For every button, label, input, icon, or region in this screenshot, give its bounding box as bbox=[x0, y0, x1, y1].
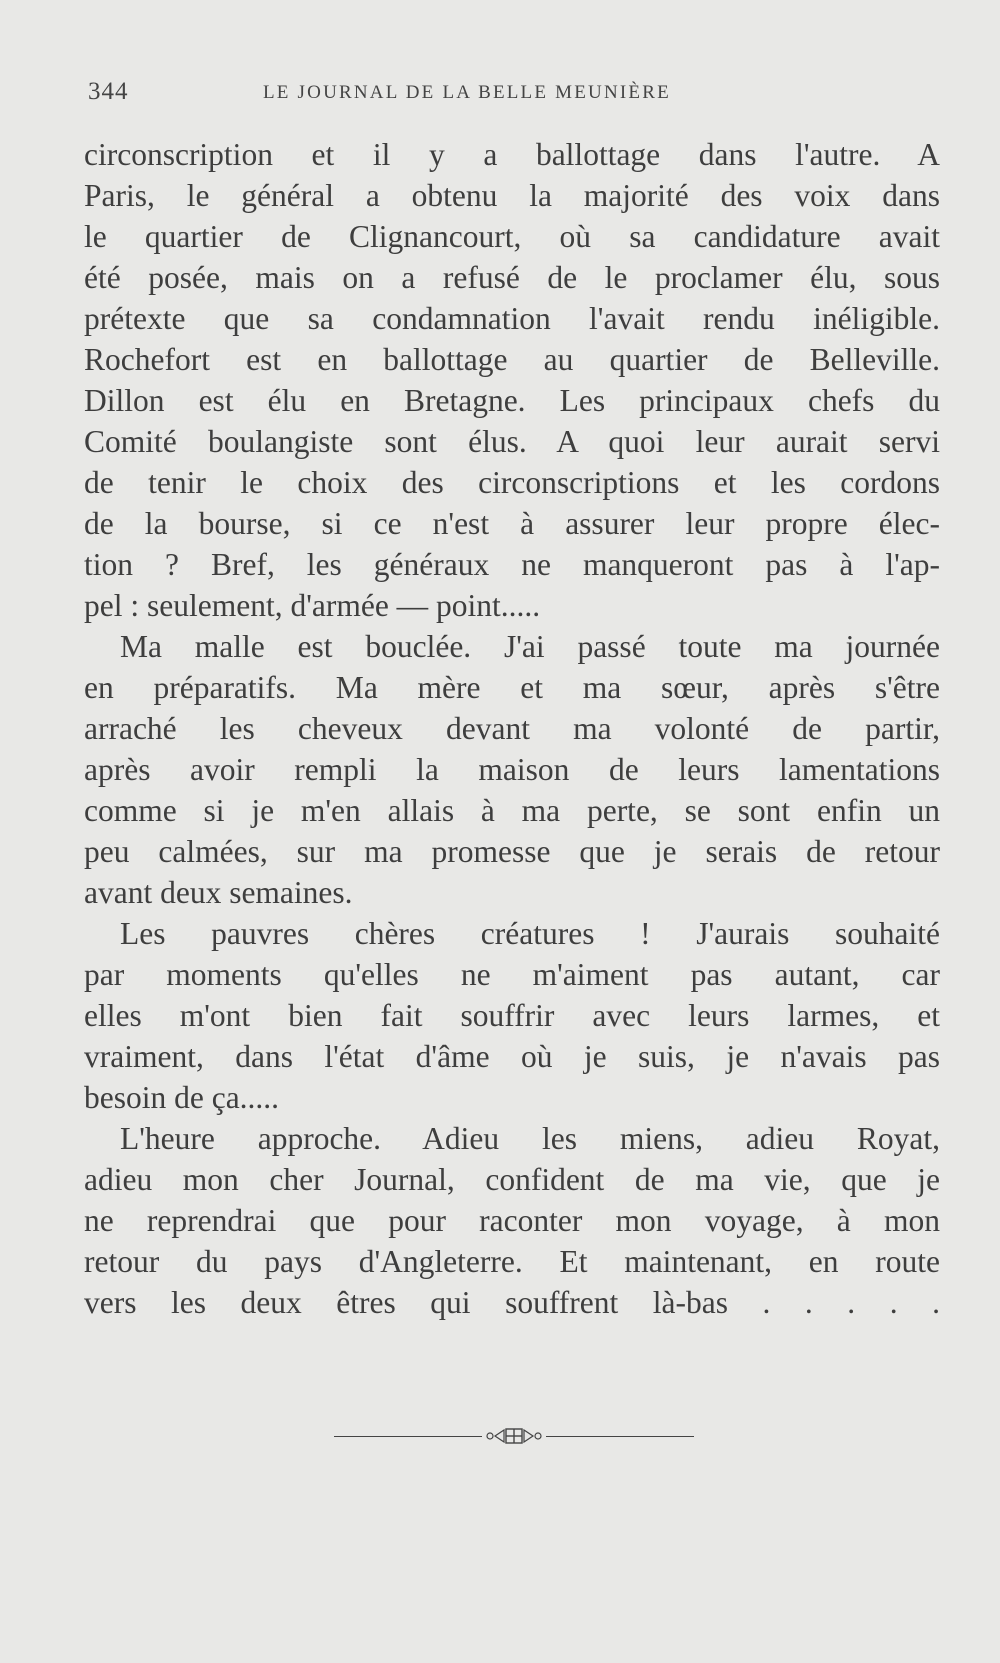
ornament-rule-left bbox=[334, 1436, 482, 1437]
text-line: vers les deux êtres qui souffrent là-bas . . . . . bbox=[84, 1285, 940, 1320]
running-title: LE JOURNAL DE LA BELLE MEUNIÈRE bbox=[263, 82, 671, 103]
text-line: Les pauvres chères créatures ! J'aurais souhaité bbox=[120, 916, 940, 951]
text-line: Paris, le général a obtenu la majorité des voix dans bbox=[84, 178, 940, 213]
text-line: été posée, mais on a refusé de le proclamer élu, sous bbox=[84, 260, 940, 295]
text-line: adieu mon cher Journal, confident de ma vie, que je bbox=[84, 1162, 940, 1197]
fleuron-icon bbox=[482, 1424, 546, 1448]
text-line: peu calmées, sur ma promesse que je serais de retour bbox=[84, 834, 940, 869]
text-line: arraché les cheveux devant ma volonté de partir, bbox=[84, 711, 940, 746]
end-ornament bbox=[334, 1424, 694, 1448]
text-line: après avoir rempli la maison de leurs lamentations bbox=[84, 752, 940, 787]
text-line: pel : seulement, d'armée — point..... bbox=[84, 588, 541, 623]
text-line: par moments qu'elles ne m'aiment pas autant, car bbox=[84, 957, 940, 992]
text-line: tion ? Bref, les généraux ne manqueront pas à l'ap- bbox=[84, 547, 940, 582]
text-line: ne reprendrai que pour raconter mon voyage, à mon bbox=[84, 1203, 940, 1238]
text-line: Ma malle est bouclée. J'ai passé toute ma journée bbox=[120, 629, 940, 664]
text-line: Comité boulangiste sont élus. A quoi leur aurait servi bbox=[84, 424, 940, 459]
text-line: circonscription et il y a ballottage dans l'autre. A bbox=[84, 137, 940, 172]
text-line: retour du pays d'Angleterre. Et maintenant, en route bbox=[84, 1244, 940, 1279]
text-line: prétexte que sa condamnation l'avait rendu inéligible. bbox=[84, 301, 940, 336]
text-line: vraiment, dans l'état d'âme où je suis, je n'avais pas bbox=[84, 1039, 940, 1074]
page-header bbox=[88, 78, 938, 118]
text-line: Rochefort est en ballottage au quartier de Belleville. bbox=[84, 342, 940, 377]
text-line: de tenir le choix des circonscriptions et les cordons bbox=[84, 465, 940, 500]
text-line: de la bourse, si ce n'est à assurer leur propre élec- bbox=[84, 506, 940, 541]
text-line: Dillon est élu en Bretagne. Les principaux chefs du bbox=[84, 383, 940, 418]
page-number: 344 bbox=[88, 78, 129, 105]
text-line: le quartier de Clignancourt, où sa candidature avait bbox=[84, 219, 940, 254]
text-line: en préparatifs. Ma mère et ma sœur, après s'être bbox=[84, 670, 940, 705]
body-text bbox=[84, 134, 940, 1323]
text-line: elles m'ont bien fait souffrir avec leurs larmes, et bbox=[84, 998, 940, 1033]
ornament-rule-right bbox=[546, 1436, 694, 1437]
text-line: L'heure approche. Adieu les miens, adieu Royat, bbox=[120, 1121, 940, 1156]
text-line: besoin de ça..... bbox=[84, 1080, 280, 1115]
text-line: avant deux semaines. bbox=[84, 875, 353, 910]
text-line: comme si je m'en allais à ma perte, se sont enfin un bbox=[84, 793, 940, 828]
